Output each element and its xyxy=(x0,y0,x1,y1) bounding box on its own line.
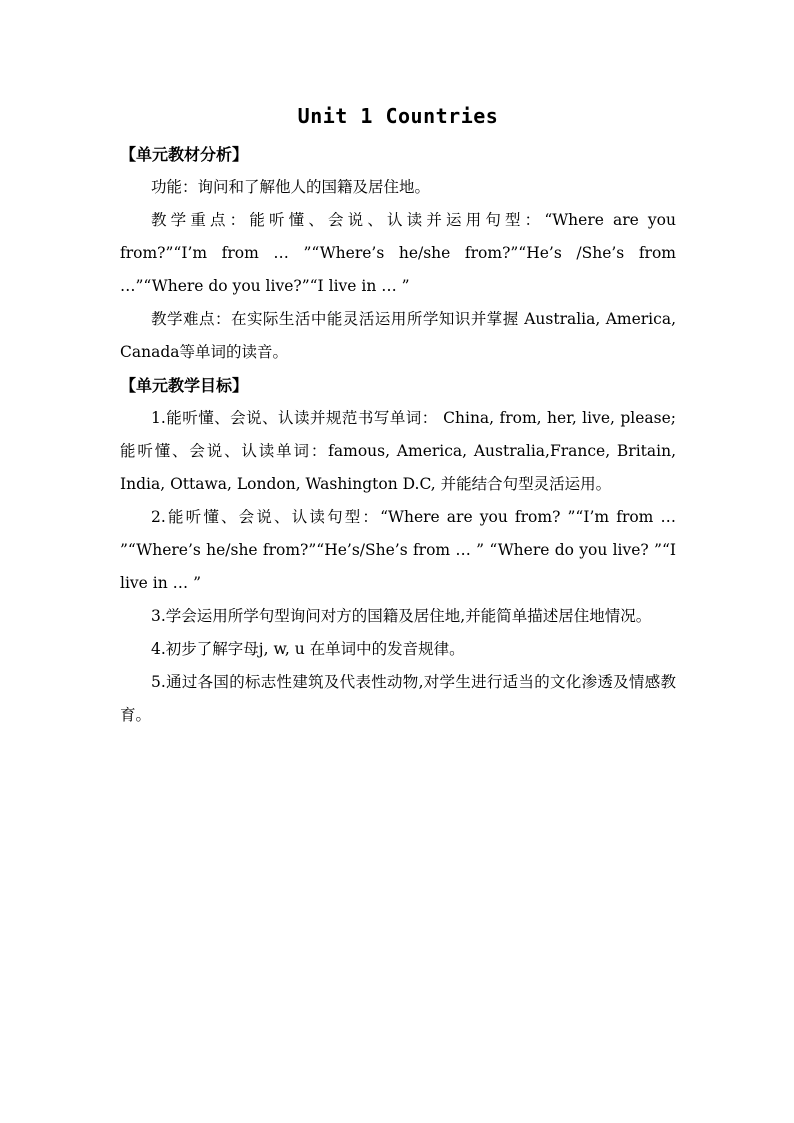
section-heading-teaching-objectives: 【单元教学目标】 xyxy=(120,376,249,395)
document-page xyxy=(120,98,676,732)
document-title: Unit 1 Countries xyxy=(297,104,499,128)
paragraph-difficulties: 教学难点：在实际生活中能灵活运用所学知识并掌握 Australia, America, Canada等单词的读音。 xyxy=(120,310,676,361)
objective-item-1: 1.能听懂、会说、认读并规范书写单词： China, from, her, live, please;能听懂、会说、认读单词：famous, America, Australia,France, Britain, India, Ottawa, London, Washington D.C, 并能结合句型灵活运用。 xyxy=(120,409,676,493)
section-heading-textbook-analysis: 【单元教材分析】 xyxy=(120,145,249,164)
paragraph-function: 功能：询问和了解他人的国籍及居住地。 xyxy=(151,178,431,196)
paragraph-key-points: 教学重点：能听懂、会说、认读并运用句型：“Where are you from?”“I’m from … ”“Where’s he/she from?”“He’s /She’s from …”“Where do you live?”“I live in … ” xyxy=(120,211,676,295)
section-teaching-objectives xyxy=(120,369,676,732)
objective-item-4: 4.初步了解字母j, w, u 在单词中的发音规律。 xyxy=(151,640,465,658)
objective-item-5: 5.通过各国的标志性建筑及代表性动物,对学生进行适当的文化渗透及情感教育。 xyxy=(120,673,676,724)
objective-item-2: 2.能听懂、会说、认读句型：“Where are you from? ”“I’m from … ”“Where’s he/she from?”“He’s/She’s from … ” “Where do you live? ”“I live in … ” xyxy=(120,508,676,592)
section-textbook-analysis xyxy=(120,138,676,369)
objective-item-3: 3.学会运用所学句型询问对方的国籍及居住地,并能简单描述居住地情况。 xyxy=(151,607,652,625)
